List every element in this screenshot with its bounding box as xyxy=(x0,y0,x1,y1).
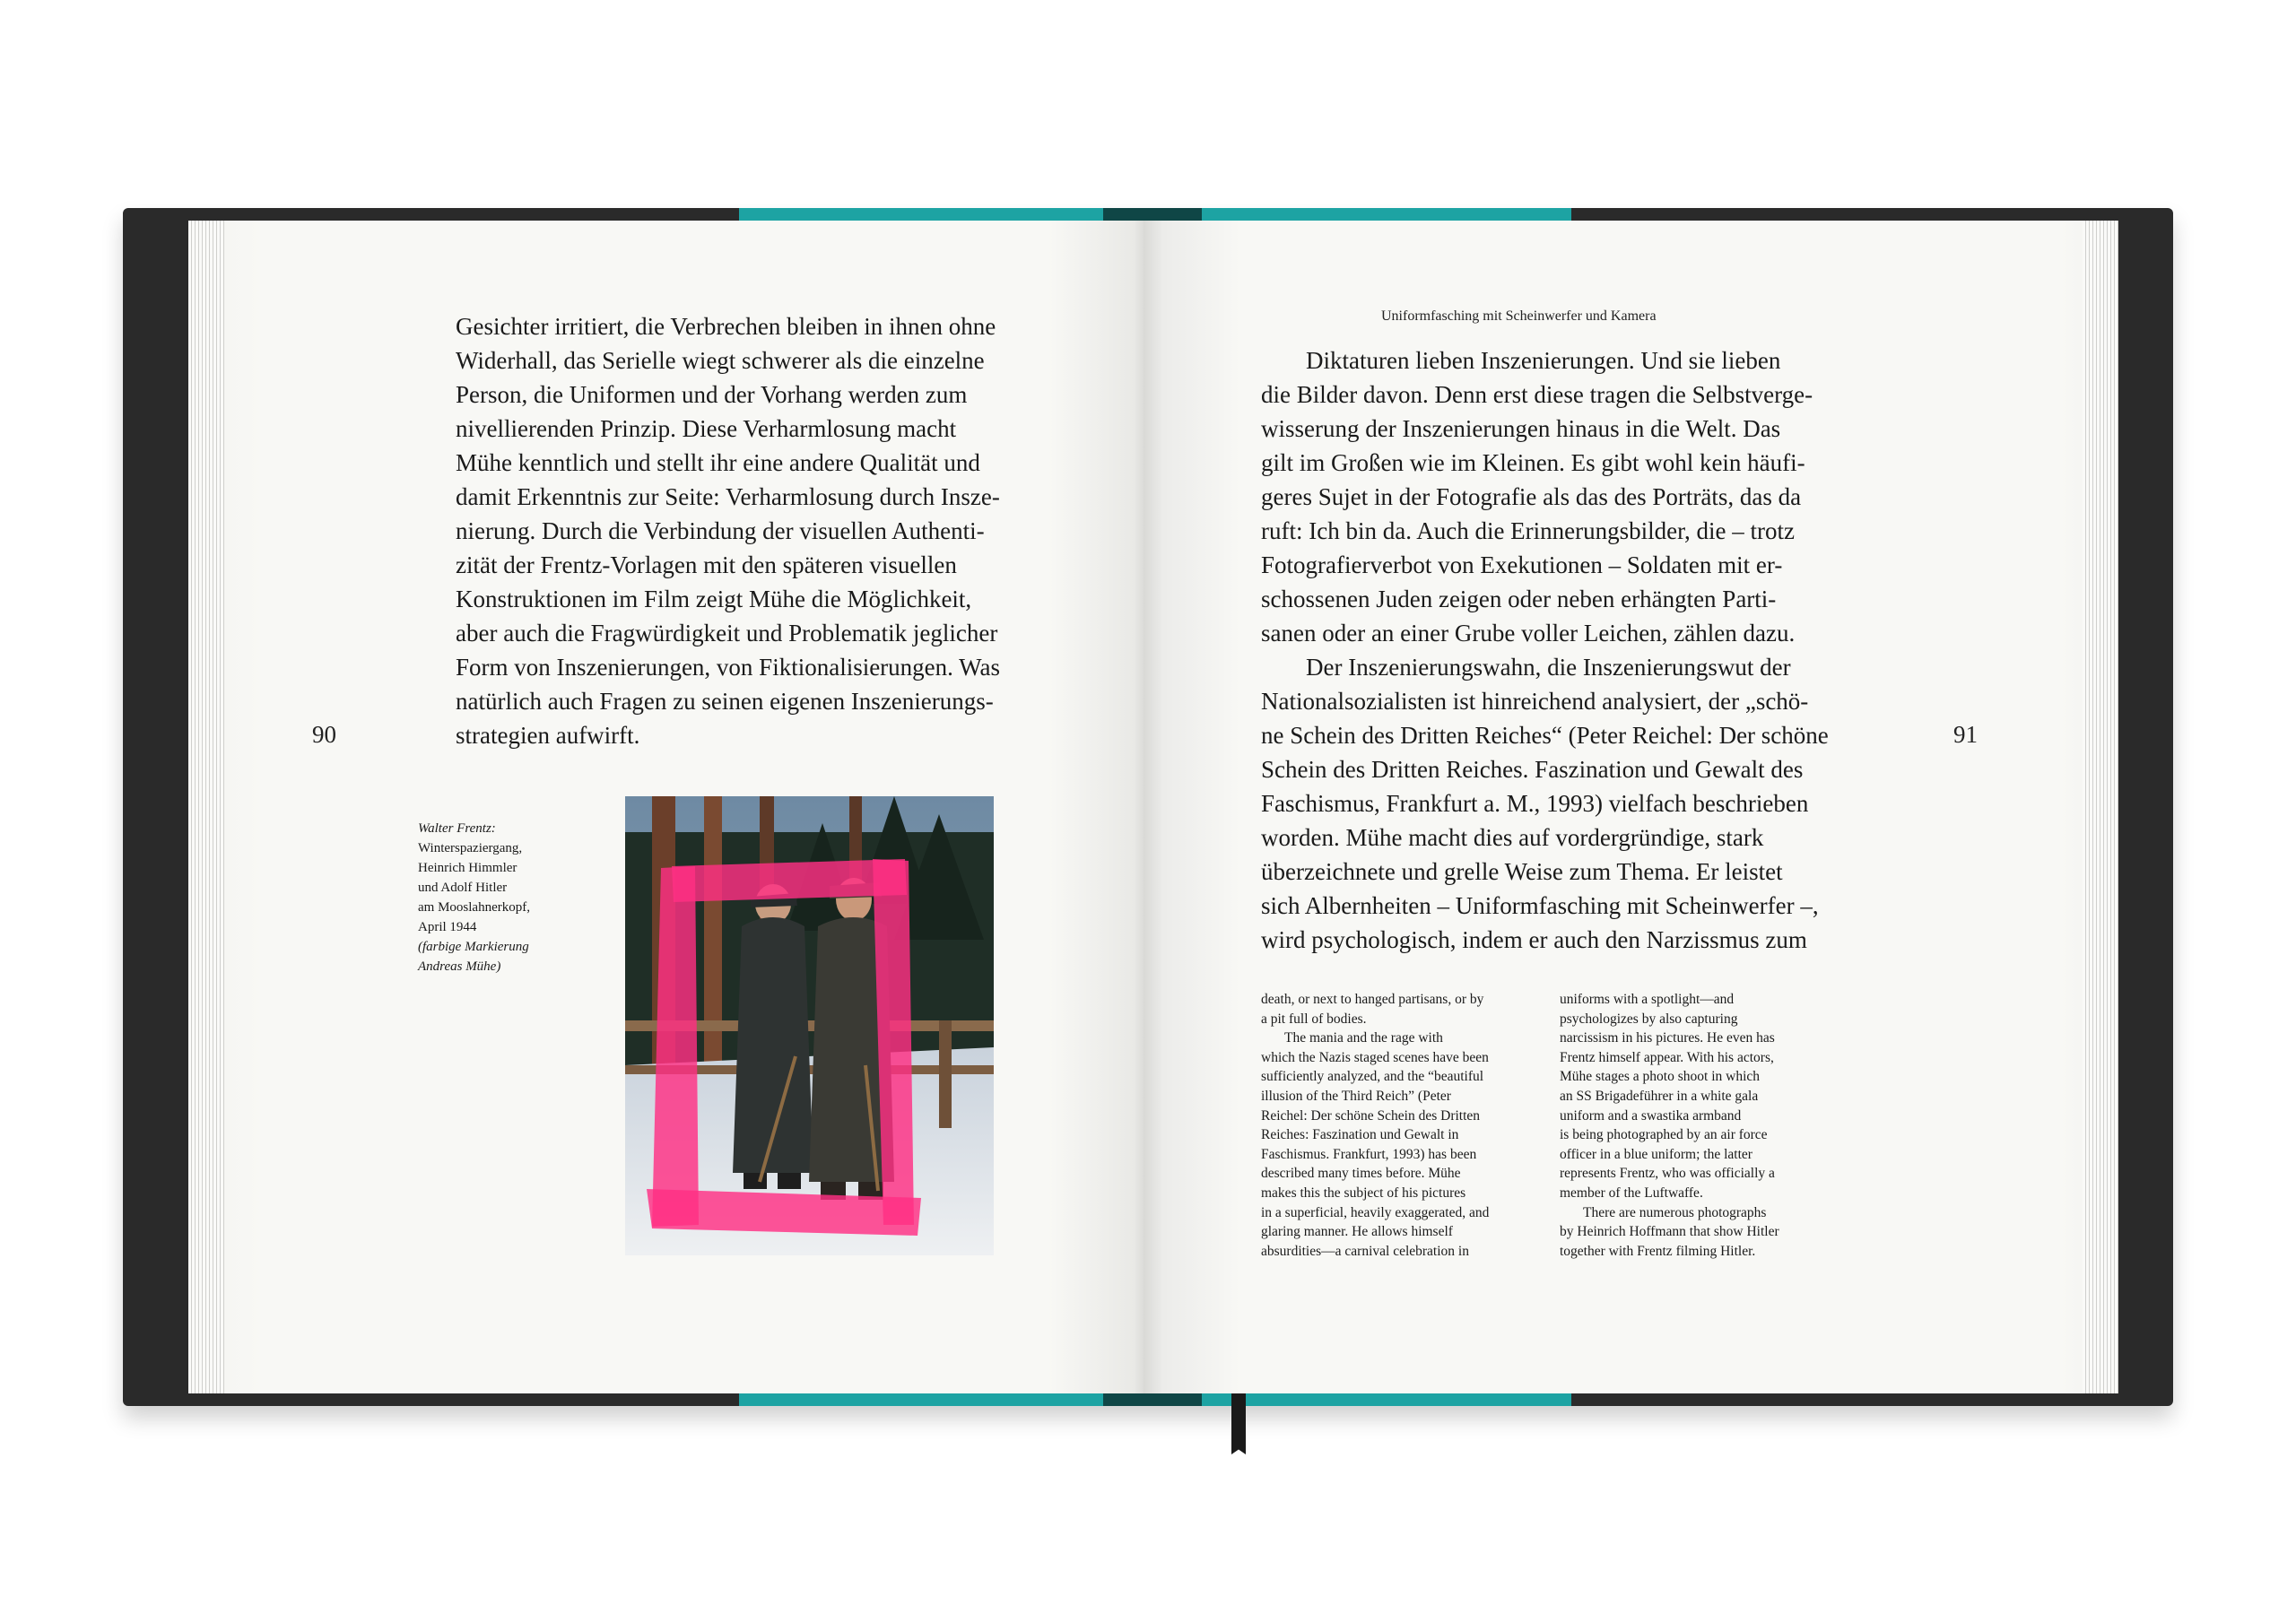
caption-line: am Mooslahnerkopf, xyxy=(418,900,530,915)
caption-line: April 1944 xyxy=(418,920,477,934)
translation-line: There are numerous photographs xyxy=(1583,1204,1767,1220)
text-line: Nationalsozialisten ist hinreichend analysiert, der „schö- xyxy=(1261,688,1809,715)
text-line: sich Albernheiten – Uniformfasching mit Scheinwerfer –, xyxy=(1261,892,1819,919)
text-line: Widerhall, das Serielle wiegt schwerer als die einzelne xyxy=(456,347,985,374)
text-line: Person, die Uniformen und der Vorhang werden zum xyxy=(456,381,968,408)
translation-line: uniforms with a spotlight—and xyxy=(1560,992,1735,1007)
translation-line: illusion of the Third Reich” (Peter xyxy=(1261,1088,1451,1104)
translation-line: narcissism in his pictures. He even has xyxy=(1560,1030,1775,1046)
text-line: Diktaturen lieben Inszenierungen. Und sie lieben xyxy=(1306,347,1781,374)
translation-line: death, or next to hanged partisans, or by xyxy=(1261,992,1484,1007)
translation-line: an SS Brigadeführer in a white gala xyxy=(1560,1088,1759,1104)
translation-line: glaring manner. He allows himself xyxy=(1261,1224,1453,1240)
translation-line: makes this the subject of his pictures xyxy=(1261,1185,1466,1201)
right-page-edges xyxy=(2083,221,2118,1393)
page-number-left: 90 xyxy=(312,721,336,748)
text-line: zität der Frentz-Vorlagen mit den späteren visuellen xyxy=(456,551,957,578)
left-page-edges xyxy=(188,221,224,1393)
translation-line: Reiches: Faszination und Gewalt in xyxy=(1261,1127,1459,1143)
text-line: Mühe kenntlich und stellt ihr eine andere Qualität und xyxy=(456,449,980,476)
translation-line: together with Frentz filming Hitler. xyxy=(1560,1243,1756,1259)
translation-line: absurdities—a carnival celebration in xyxy=(1261,1243,1469,1259)
text-line: geres Sujet in der Fotografie als das des Porträts, das da xyxy=(1261,483,1802,510)
translation-line: Faschismus. Frankfurt, 1993) has been xyxy=(1261,1146,1477,1162)
caption-line: Andreas Mühe) xyxy=(418,959,501,974)
text-line: nierung. Durch die Verbindung der visuellen Authenti- xyxy=(456,517,985,544)
translation-line: The mania and the rage with xyxy=(1284,1030,1443,1046)
text-line: wird psychologisch, indem er auch den Narzissmus zum xyxy=(1261,926,1807,953)
caption-line: Winterspaziergang, xyxy=(418,841,523,855)
text-line: Form von Inszenierungen, von Fiktionalisierungen. Was xyxy=(456,654,1000,681)
translation-line: Reichel: Der schöne Schein des Dritten xyxy=(1261,1107,1481,1124)
caption-line: (farbige Markierung xyxy=(418,940,529,954)
right-body-text xyxy=(1261,343,1844,957)
translation-line: member of the Luftwaffe. xyxy=(1560,1185,1703,1201)
translation-column-2 xyxy=(1560,990,1847,1261)
text-line: ne Schein des Dritten Reiches“ (Peter Reichel: Der schöne xyxy=(1261,722,1829,749)
text-line: aber auch die Fragwürdigkeit und Problematik jeglicher xyxy=(456,620,998,647)
text-line: worden. Mühe macht dies auf vordergründige, stark xyxy=(1261,824,1764,851)
left-body-text xyxy=(456,309,1033,752)
text-line: Schein des Dritten Reiches. Faszination und Gewalt des xyxy=(1261,756,1804,783)
translation-line: is being photographed by an air force xyxy=(1560,1127,1768,1143)
caption-line: Heinrich Himmler xyxy=(418,861,517,875)
caption-line: und Adolf Hitler xyxy=(418,881,508,895)
translation-line: officer in a blue uniform; the latter xyxy=(1560,1146,1752,1162)
text-line: Konstruktionen im Film zeigt Mühe die Möglichkeit, xyxy=(456,586,972,612)
text-line: Fotografierverbot von Exekutionen – Soldaten mit er- xyxy=(1261,551,1783,578)
ribbon-bookmark xyxy=(1231,1393,1246,1454)
translation-line: Mühe stages a photo shoot in which xyxy=(1560,1069,1761,1085)
text-line: Gesichter irritiert, die Verbrechen bleiben in ihnen ohne xyxy=(456,313,996,340)
photo-caption xyxy=(418,819,579,976)
text-line: überzeichnete und grelle Weise zum Thema. Er leistet xyxy=(1261,858,1783,885)
text-line: strategien aufwirft. xyxy=(456,722,640,749)
text-line: schossenen Juden zeigen oder neben erhängten Parti- xyxy=(1261,586,1777,612)
translation-line: which the Nazis staged scenes have been xyxy=(1261,1049,1489,1065)
translation-line: uniform and a swastika armband xyxy=(1560,1107,1742,1124)
running-head: Uniformfasching mit Scheinwerfer und Kamera xyxy=(1381,308,1657,324)
translation-column-1 xyxy=(1261,990,1548,1261)
text-line: gilt im Großen wie im Kleinen. Es gibt wohl kein häufi- xyxy=(1261,449,1805,476)
text-line: ruft: Ich bin da. Auch die Erinnerungsbilder, die – trotz xyxy=(1261,517,1796,544)
translation-line: Frentz himself appear. With his actors, xyxy=(1560,1049,1774,1065)
text-line: Der Inszenierungswahn, die Inszenierungswut der xyxy=(1306,654,1791,681)
text-line: nivellierenden Prinzip. Diese Verharmlosung macht xyxy=(456,415,957,442)
translation-line: by Heinrich Hoffmann that show Hitler xyxy=(1560,1224,1779,1240)
text-line: Faschismus, Frankfurt a. M., 1993) vielfach beschrieben xyxy=(1261,790,1809,817)
text-line: wisserung der Inszenierungen hinaus in die Welt. Das xyxy=(1261,415,1781,442)
text-line: die Bilder davon. Denn erst diese tragen die Selbstverge- xyxy=(1261,381,1813,408)
text-line: natürlich auch Fragen zu seinen eigenen Inszenierungs- xyxy=(456,688,994,715)
page-number-right: 91 xyxy=(1953,721,1978,748)
translation-line: a pit full of bodies. xyxy=(1261,1011,1367,1027)
text-line: sanen oder an einer Grube voller Leichen, zählen dazu. xyxy=(1261,620,1796,647)
text-line: damit Erkenntnis zur Seite: Verharmlosung durch Insze- xyxy=(456,483,1000,510)
translation-line: in a superficial, heavily exaggerated, and xyxy=(1261,1204,1490,1220)
translation-line: sufficiently analyzed, and the “beautiful xyxy=(1261,1069,1484,1085)
translation-line: psychologizes by also capturing xyxy=(1560,1011,1738,1027)
translation-line: represents Frentz, who was officially a xyxy=(1560,1166,1775,1182)
frentz-photograph xyxy=(625,796,994,1255)
translation-line: described many times before. Mühe xyxy=(1261,1166,1461,1182)
caption-line: Walter Frentz: xyxy=(418,821,496,836)
